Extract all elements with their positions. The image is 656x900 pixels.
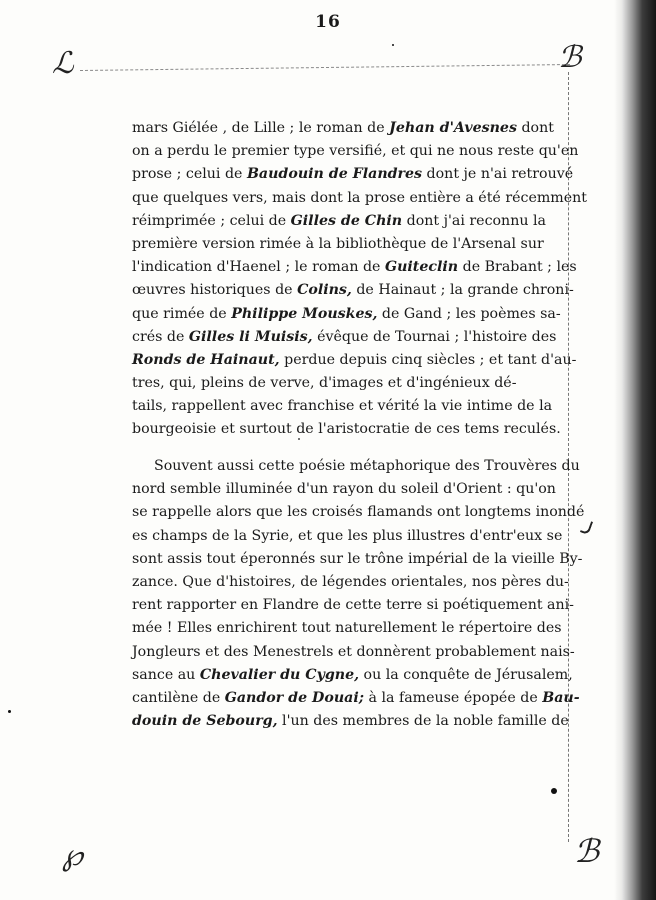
text-run: l'un des membres de la noble famille de (277, 713, 569, 730)
text-line (132, 548, 583, 571)
ink-speck (392, 44, 394, 46)
scan-shadow-gradient (614, 0, 622, 900)
text-run: à la fameuse épopée de (363, 689, 543, 706)
text-run: de Hainaut ; la grande chroni- (351, 282, 574, 299)
text-run: rent rapporter en Flandre de cette terre si poétiquement ani- (132, 597, 574, 614)
text-line (132, 501, 585, 524)
text-run: mars Giélée , de Lille ; le roman de (132, 120, 390, 136)
italic-title: Gandor de Douai; (224, 689, 364, 706)
text-line (132, 140, 579, 163)
frame-line-top (80, 64, 570, 71)
page-number: 16 (315, 12, 341, 32)
italic-title: Guiteclin (384, 259, 459, 276)
text-run: perdue depuis cinq siècles ; et tant d'au- (279, 351, 577, 368)
text-run: bourgeoisie et surtout de l'aristocratie de ces tems reculés. (132, 421, 561, 438)
italic-title: Gilles li Muisis, (188, 328, 313, 345)
italic-title: Colins, (297, 282, 352, 299)
italic-title: Jehan d'Avesnes (389, 120, 517, 136)
scan-shadow-edge (622, 0, 656, 900)
corner-mark-top-right: ℬ (558, 40, 582, 75)
text-run: l'indication d'Haenel ; le roman de (132, 259, 385, 276)
text-line (132, 187, 587, 210)
text-run: on a perdu le premier type versifié, et qui ne nous reste qu'en (132, 143, 579, 160)
text-run: dont je n'ai retrouvé (422, 166, 574, 183)
text-line (132, 617, 562, 640)
text-run: zance. Que d'histoires, de légendes orientales, nos pères du- (132, 573, 569, 590)
text-line (132, 395, 553, 418)
text-line (132, 478, 556, 501)
italic-title: Chevalier du Cygne, (199, 666, 360, 683)
text-line (132, 710, 569, 733)
text-run: réimprimée ; celui de (132, 212, 291, 229)
text-run: dont (516, 120, 554, 136)
text-run: de Brabant ; les (458, 259, 577, 276)
text-run: crés de (132, 328, 189, 345)
text-run: cantilène de (132, 689, 225, 706)
italic-title: Gilles de Chin (290, 212, 403, 229)
text-line (132, 163, 574, 186)
text-run: que quelques vers, mais dont la prose entière a été récemment (132, 189, 587, 206)
text-line (132, 687, 580, 710)
text-run: se rappelle alors que les croisés flamands ont longtems inondé (132, 504, 585, 521)
text-run: sance au (132, 666, 200, 683)
text-run: prose ; celui de (132, 166, 247, 183)
text-line (132, 256, 577, 279)
text-run: œuvres historiques de (132, 282, 298, 299)
text-line (132, 233, 544, 256)
text-line (132, 372, 517, 395)
corner-mark-bottom-right: ℬ (574, 832, 600, 870)
text-run: tres, qui, pleins de verve, d'images et d'ingénieux dé- (132, 375, 517, 392)
italic-title: douin de Sebourg, (132, 713, 278, 730)
text-line (132, 418, 561, 441)
text-run: mée ! Elles enrichirent tout naturellement le répertoire des (132, 620, 562, 637)
italic-title: Bau- (542, 689, 580, 706)
text-line (132, 594, 574, 617)
text-line (132, 326, 557, 349)
text-run: sont assis tout éperonnés sur le trône impérial de la vieille By- (132, 550, 583, 567)
margin-tick-mark (580, 519, 593, 535)
ink-speck (551, 788, 557, 794)
text-line (132, 571, 569, 594)
text-line (132, 664, 573, 687)
text-run: évêque de Tournai ; l'histoire des (312, 328, 557, 345)
italic-title: Baudouin de Flandres (246, 166, 423, 183)
text-run: nord semble illuminée d'un rayon du soleil d'Orient : qu'on (132, 481, 556, 498)
text-run: dont j'ai reconnu la (402, 212, 546, 229)
paragraph-1 (132, 117, 587, 442)
ink-speck (8, 710, 11, 713)
text-line (132, 210, 546, 233)
text-run: es champs de la Syrie, et que les plus illustres d'entr'eux se (132, 527, 563, 544)
text-line (132, 349, 577, 372)
text-run: ou la conquête de Jérusalem, (359, 666, 573, 683)
text-line (132, 641, 575, 664)
corner-mark-top-left: ℒ (52, 46, 74, 81)
paragraph-2 (132, 455, 585, 733)
corner-mark-bottom-left: ℘ (62, 838, 83, 873)
text-line (132, 455, 580, 478)
text-line (132, 279, 574, 302)
text-line (132, 117, 554, 140)
text-run: tails, rappellent avec franchise et vérité la vie intime de la (132, 398, 553, 415)
text-run: que rimée de (132, 305, 232, 322)
italic-title: Philippe Mouskes, (231, 305, 378, 322)
text-run: Jongleurs et des Menestrels et donnèrent probablement nais- (132, 643, 575, 660)
italic-title: Ronds de Hainaut, (132, 351, 280, 368)
text-line (132, 525, 563, 548)
section-dot (298, 438, 300, 440)
text-line (132, 303, 561, 326)
text-run: de Gand ; les poèmes sa- (377, 305, 561, 322)
text-run: première version rimée à la bibliothèque de l'Arsenal sur (132, 235, 544, 252)
text-run: Souvent aussi cette poésie métaphorique des Trouvères du (154, 458, 580, 474)
